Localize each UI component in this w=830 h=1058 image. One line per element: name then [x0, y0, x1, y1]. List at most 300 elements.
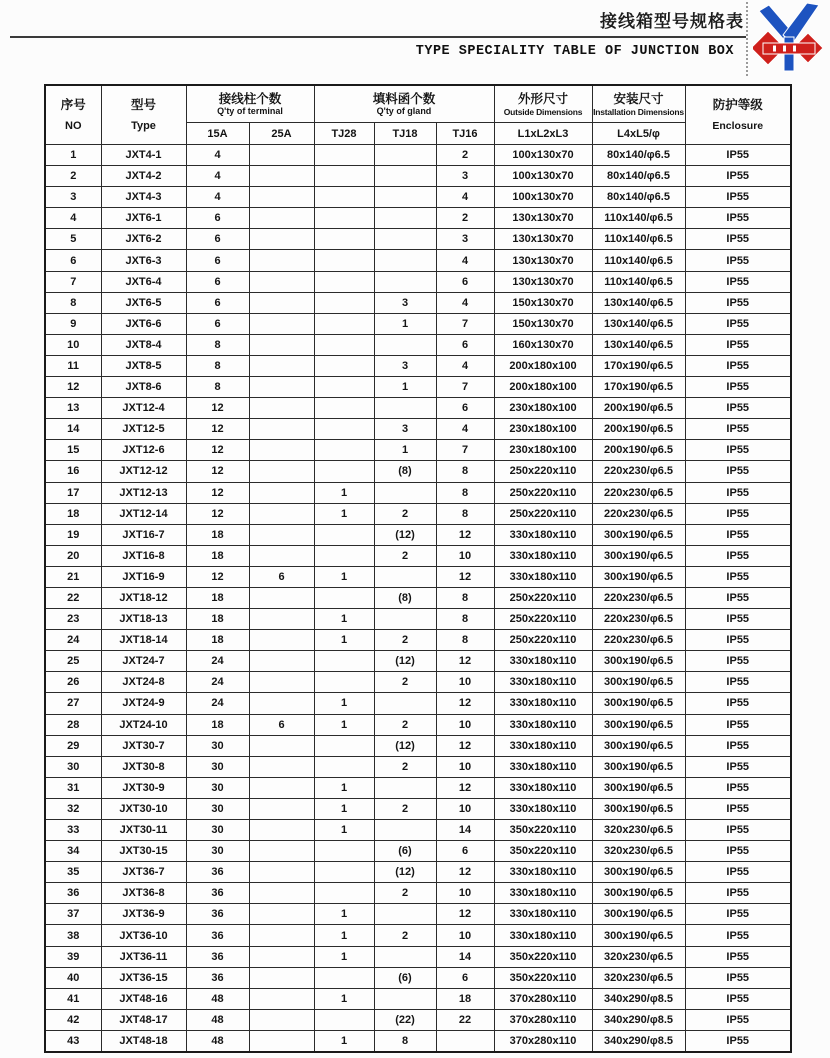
cell-terminal-15a: 8 [186, 355, 249, 376]
cell-no: 23 [45, 609, 101, 630]
cell-gland-tj18: 2 [374, 545, 436, 566]
col-header-enclosure-en: Enclosure [712, 120, 764, 133]
table-row [45, 630, 791, 651]
cell-terminal-25a [249, 988, 314, 1009]
junction-box-spec-table [44, 84, 792, 1053]
cell-gland-tj16: 6 [436, 334, 494, 355]
table-row [45, 925, 791, 946]
cell-outside-dimensions: 330x180x110 [494, 651, 592, 672]
cell-type: JXT30-11 [101, 820, 186, 841]
cell-gland-tj18: (12) [374, 735, 436, 756]
cell-gland-tj16: 10 [436, 672, 494, 693]
cell-gland-tj18 [374, 693, 436, 714]
cell-enclosure: IP55 [685, 503, 791, 524]
cell-gland-tj16: 6 [436, 398, 494, 419]
table-row [45, 693, 791, 714]
cell-gland-tj18 [374, 946, 436, 967]
col-header-l1l2l3: L1xL2xL3 [494, 123, 592, 145]
cell-gland-tj18 [374, 271, 436, 292]
cell-terminal-25a [249, 587, 314, 608]
cell-terminal-15a: 12 [186, 398, 249, 419]
cell-gland-tj28 [314, 545, 374, 566]
cell-enclosure: IP55 [685, 777, 791, 798]
cell-gland-tj28 [314, 187, 374, 208]
cell-type: JXT12-12 [101, 461, 186, 482]
cell-terminal-15a: 30 [186, 841, 249, 862]
cell-gland-tj16: 10 [436, 798, 494, 819]
cell-installation-dimensions: 300x190/φ6.5 [592, 883, 685, 904]
cell-installation-dimensions: 110x140/φ6.5 [592, 229, 685, 250]
table-row [45, 946, 791, 967]
cell-gland-tj16: 2 [436, 208, 494, 229]
cell-type: JXT6-4 [101, 271, 186, 292]
cell-gland-tj18 [374, 988, 436, 1009]
cell-enclosure: IP55 [685, 883, 791, 904]
cell-installation-dimensions: 340x290/φ8.5 [592, 988, 685, 1009]
cell-outside-dimensions: 130x130x70 [494, 208, 592, 229]
table-row [45, 862, 791, 883]
cell-gland-tj28 [314, 166, 374, 187]
cell-no: 17 [45, 482, 101, 503]
cell-installation-dimensions: 170x190/φ6.5 [592, 355, 685, 376]
cell-gland-tj18 [374, 334, 436, 355]
cell-enclosure: IP55 [685, 566, 791, 587]
cell-type: JXT12-4 [101, 398, 186, 419]
cell-gland-tj16: 3 [436, 229, 494, 250]
cell-installation-dimensions: 300x190/φ6.5 [592, 777, 685, 798]
cell-type: JXT18-12 [101, 587, 186, 608]
cell-installation-dimensions: 110x140/φ6.5 [592, 208, 685, 229]
cell-terminal-15a: 18 [186, 587, 249, 608]
cell-gland-tj16: 10 [436, 756, 494, 777]
cell-type: JXT12-13 [101, 482, 186, 503]
cell-installation-dimensions: 320x230/φ6.5 [592, 967, 685, 988]
cell-enclosure: IP55 [685, 735, 791, 756]
cell-enclosure: IP55 [685, 651, 791, 672]
cell-gland-tj28: 1 [314, 904, 374, 925]
cell-terminal-25a [249, 503, 314, 524]
cell-terminal-15a: 48 [186, 1030, 249, 1051]
cell-terminal-15a: 24 [186, 651, 249, 672]
cell-gland-tj18: 2 [374, 714, 436, 735]
cell-no: 36 [45, 883, 101, 904]
cell-installation-dimensions: 220x230/φ6.5 [592, 609, 685, 630]
cell-enclosure: IP55 [685, 693, 791, 714]
cell-outside-dimensions: 250x220x110 [494, 461, 592, 482]
cell-gland-tj16: 4 [436, 419, 494, 440]
col-header-type-cn: 型号 [130, 97, 156, 113]
cell-type: JXT24-10 [101, 714, 186, 735]
cell-gland-tj18 [374, 566, 436, 587]
cell-outside-dimensions: 370x280x110 [494, 1030, 592, 1051]
cell-gland-tj28 [314, 250, 374, 271]
cell-gland-tj18: 1 [374, 377, 436, 398]
cell-enclosure: IP55 [685, 398, 791, 419]
cell-gland-tj28: 1 [314, 820, 374, 841]
cell-type: JXT8-5 [101, 355, 186, 376]
cell-terminal-25a [249, 250, 314, 271]
cell-enclosure: IP55 [685, 166, 791, 187]
cell-terminal-15a: 48 [186, 1009, 249, 1030]
col-header-outside-cn: 外形尺寸 [517, 91, 568, 107]
table-row [45, 292, 791, 313]
col-group-terminal-cn: 接线柱个数 [218, 90, 282, 106]
cell-gland-tj18: 1 [374, 313, 436, 334]
table-row [45, 440, 791, 461]
cell-terminal-15a: 48 [186, 988, 249, 1009]
cell-terminal-15a: 8 [186, 334, 249, 355]
masthead [10, 0, 746, 80]
cell-no: 43 [45, 1030, 101, 1051]
col-group-gland-cn: 填料函个数 [372, 90, 436, 106]
cell-terminal-25a [249, 609, 314, 630]
cell-gland-tj18 [374, 145, 436, 166]
cell-no: 5 [45, 229, 101, 250]
cell-gland-tj16: 10 [436, 883, 494, 904]
cell-type: JXT4-3 [101, 187, 186, 208]
cell-gland-tj16: 8 [436, 503, 494, 524]
cell-terminal-15a: 12 [186, 419, 249, 440]
cell-gland-tj16: 22 [436, 1009, 494, 1030]
cell-terminal-25a [249, 651, 314, 672]
col-header-outside-en: Outside Dimensions [503, 106, 583, 117]
cell-type: JXT16-9 [101, 566, 186, 587]
cell-installation-dimensions: 80x140/φ6.5 [592, 187, 685, 208]
cell-gland-tj28: 1 [314, 566, 374, 587]
cell-installation-dimensions: 340x290/φ8.5 [592, 1009, 685, 1030]
cell-type: JXT30-15 [101, 841, 186, 862]
cell-type: JXT4-2 [101, 166, 186, 187]
cell-no: 12 [45, 377, 101, 398]
logo-divider [746, 2, 748, 76]
cell-outside-dimensions: 230x180x100 [494, 440, 592, 461]
cell-gland-tj28: 1 [314, 946, 374, 967]
table-row [45, 334, 791, 355]
cell-terminal-25a [249, 377, 314, 398]
col-header-tj16: TJ16 [436, 123, 494, 145]
cell-type: JXT18-14 [101, 630, 186, 651]
cell-no: 13 [45, 398, 101, 419]
cell-type: JXT36-7 [101, 862, 186, 883]
table-row [45, 524, 791, 545]
cell-no: 14 [45, 419, 101, 440]
cell-installation-dimensions: 220x230/φ6.5 [592, 630, 685, 651]
cell-installation-dimensions: 130x140/φ6.5 [592, 334, 685, 355]
cell-gland-tj18 [374, 609, 436, 630]
cell-terminal-25a [249, 1009, 314, 1030]
cell-terminal-25a [249, 271, 314, 292]
cell-no: 38 [45, 925, 101, 946]
cell-gland-tj18: (12) [374, 524, 436, 545]
cell-gland-tj16: 12 [436, 651, 494, 672]
table-row [45, 377, 791, 398]
cell-gland-tj16: 7 [436, 377, 494, 398]
cell-gland-tj28 [314, 1009, 374, 1030]
cell-terminal-15a: 30 [186, 798, 249, 819]
cell-type: JXT6-6 [101, 313, 186, 334]
cell-gland-tj18 [374, 250, 436, 271]
cell-gland-tj18 [374, 398, 436, 419]
cell-installation-dimensions: 80x140/φ6.5 [592, 166, 685, 187]
cell-outside-dimensions: 250x220x110 [494, 630, 592, 651]
col-header-l4l5: L4xL5/φ [592, 123, 685, 145]
cell-type: JXT36-10 [101, 925, 186, 946]
cell-gland-tj28: 1 [314, 693, 374, 714]
cell-gland-tj28: 1 [314, 1030, 374, 1051]
cell-terminal-25a [249, 967, 314, 988]
cell-no: 32 [45, 798, 101, 819]
cell-no: 6 [45, 250, 101, 271]
cell-enclosure: IP55 [685, 292, 791, 313]
cell-no: 29 [45, 735, 101, 756]
col-header-type [101, 85, 186, 145]
cell-installation-dimensions: 320x230/φ6.5 [592, 946, 685, 967]
cell-terminal-15a: 12 [186, 440, 249, 461]
table-row [45, 672, 791, 693]
cell-outside-dimensions: 350x220x110 [494, 967, 592, 988]
cell-installation-dimensions: 300x190/φ6.5 [592, 798, 685, 819]
cell-outside-dimensions: 330x180x110 [494, 735, 592, 756]
table-row [45, 651, 791, 672]
cell-terminal-25a [249, 208, 314, 229]
col-header-enclosure [685, 85, 791, 145]
cell-gland-tj28 [314, 271, 374, 292]
cell-gland-tj28 [314, 841, 374, 862]
cell-type: JXT36-15 [101, 967, 186, 988]
cell-no: 2 [45, 166, 101, 187]
cell-gland-tj16: 8 [436, 630, 494, 651]
col-header-install [592, 85, 685, 123]
table-row [45, 777, 791, 798]
cell-no: 37 [45, 904, 101, 925]
table-row [45, 1030, 791, 1051]
cell-terminal-25a: 6 [249, 714, 314, 735]
cell-terminal-15a: 18 [186, 545, 249, 566]
cell-no: 20 [45, 545, 101, 566]
table-row [45, 461, 791, 482]
cell-installation-dimensions: 220x230/φ6.5 [592, 482, 685, 503]
cell-enclosure: IP55 [685, 672, 791, 693]
cell-terminal-25a [249, 904, 314, 925]
cell-enclosure: IP55 [685, 946, 791, 967]
cell-gland-tj28: 1 [314, 630, 374, 651]
cell-no: 19 [45, 524, 101, 545]
cell-installation-dimensions: 130x140/φ6.5 [592, 292, 685, 313]
cell-type: JXT30-8 [101, 756, 186, 777]
cell-enclosure: IP55 [685, 967, 791, 988]
cell-outside-dimensions: 370x280x110 [494, 1009, 592, 1030]
cell-gland-tj18: (6) [374, 967, 436, 988]
cell-outside-dimensions: 100x130x70 [494, 166, 592, 187]
cell-gland-tj28: 1 [314, 714, 374, 735]
cell-terminal-15a: 4 [186, 187, 249, 208]
cell-installation-dimensions: 110x140/φ6.5 [592, 271, 685, 292]
cell-enclosure: IP55 [685, 419, 791, 440]
cell-terminal-15a: 12 [186, 503, 249, 524]
cell-gland-tj28 [314, 524, 374, 545]
cell-type: JXT6-1 [101, 208, 186, 229]
cell-gland-tj18 [374, 187, 436, 208]
cell-gland-tj16: 10 [436, 714, 494, 735]
cell-outside-dimensions: 350x220x110 [494, 946, 592, 967]
cell-no: 10 [45, 334, 101, 355]
cell-no: 27 [45, 693, 101, 714]
cell-no: 24 [45, 630, 101, 651]
cell-outside-dimensions: 150x130x70 [494, 292, 592, 313]
cell-gland-tj18 [374, 208, 436, 229]
cell-terminal-25a [249, 862, 314, 883]
cell-installation-dimensions: 220x230/φ6.5 [592, 461, 685, 482]
cell-gland-tj28: 1 [314, 482, 374, 503]
cell-no: 3 [45, 187, 101, 208]
cell-gland-tj16 [436, 1030, 494, 1051]
cell-terminal-15a: 6 [186, 313, 249, 334]
cell-type: JXT12-6 [101, 440, 186, 461]
cell-gland-tj16: 12 [436, 777, 494, 798]
col-header-15a: 15A [186, 123, 249, 145]
cell-gland-tj28: 1 [314, 988, 374, 1009]
table-row [45, 1009, 791, 1030]
cell-gland-tj18 [374, 820, 436, 841]
cell-gland-tj28 [314, 883, 374, 904]
cell-type: JXT36-11 [101, 946, 186, 967]
cell-outside-dimensions: 100x130x70 [494, 187, 592, 208]
cell-gland-tj18: 2 [374, 756, 436, 777]
cell-gland-tj28 [314, 419, 374, 440]
cell-gland-tj16: 10 [436, 925, 494, 946]
cell-installation-dimensions: 300x190/φ6.5 [592, 756, 685, 777]
cell-no: 33 [45, 820, 101, 841]
cell-terminal-25a [249, 1030, 314, 1051]
page-title-english: TYPE SPECIALITY TABLE OF JUNCTION BOX [415, 44, 734, 59]
cell-outside-dimensions: 250x220x110 [494, 482, 592, 503]
cell-installation-dimensions: 320x230/φ6.5 [592, 820, 685, 841]
cell-terminal-15a: 18 [186, 630, 249, 651]
cell-terminal-25a [249, 925, 314, 946]
cell-terminal-25a [249, 334, 314, 355]
cell-terminal-15a: 30 [186, 820, 249, 841]
cell-terminal-25a [249, 545, 314, 566]
col-header-type-en: Type [131, 119, 156, 132]
cell-gland-tj16: 18 [436, 988, 494, 1009]
cell-gland-tj16: 4 [436, 187, 494, 208]
table-row [45, 166, 791, 187]
table-header [45, 85, 791, 145]
cell-gland-tj16: 12 [436, 904, 494, 925]
cell-gland-tj16: 14 [436, 820, 494, 841]
cell-terminal-15a: 36 [186, 904, 249, 925]
cell-installation-dimensions: 320x230/φ6.5 [592, 841, 685, 862]
cell-enclosure: IP55 [685, 250, 791, 271]
table-row [45, 398, 791, 419]
table-row [45, 756, 791, 777]
cell-outside-dimensions: 230x180x100 [494, 398, 592, 419]
table-row [45, 841, 791, 862]
cell-gland-tj16: 12 [436, 566, 494, 587]
cell-no: 41 [45, 988, 101, 1009]
cell-gland-tj28 [314, 208, 374, 229]
cell-enclosure: IP55 [685, 440, 791, 461]
cell-enclosure: IP55 [685, 313, 791, 334]
cell-outside-dimensions: 330x180x110 [494, 524, 592, 545]
cell-no: 1 [45, 145, 101, 166]
cell-terminal-25a [249, 313, 314, 334]
cell-outside-dimensions: 130x130x70 [494, 250, 592, 271]
cell-terminal-15a: 18 [186, 714, 249, 735]
col-header-no [45, 85, 101, 145]
cell-no: 7 [45, 271, 101, 292]
cell-enclosure: IP55 [685, 630, 791, 651]
cell-no: 31 [45, 777, 101, 798]
cell-outside-dimensions: 250x220x110 [494, 609, 592, 630]
cell-type: JXT24-8 [101, 672, 186, 693]
table-row [45, 988, 791, 1009]
col-group-terminal [186, 85, 314, 123]
table-row [45, 503, 791, 524]
cell-terminal-25a [249, 398, 314, 419]
cell-gland-tj18: 2 [374, 798, 436, 819]
cell-outside-dimensions: 330x180x110 [494, 714, 592, 735]
cell-no: 39 [45, 946, 101, 967]
col-group-terminal-en: Q'ty of terminal [217, 106, 283, 117]
cell-terminal-15a: 24 [186, 672, 249, 693]
cell-installation-dimensions: 80x140/φ6.5 [592, 145, 685, 166]
cell-type: JXT36-9 [101, 904, 186, 925]
cell-gland-tj28 [314, 313, 374, 334]
table-row [45, 313, 791, 334]
page-title-chinese: 接线箱型号规格表 [600, 12, 744, 32]
cell-enclosure: IP55 [685, 229, 791, 250]
col-group-gland-en: Q'ty of gland [376, 106, 432, 117]
cell-installation-dimensions: 300x190/φ6.5 [592, 735, 685, 756]
cell-gland-tj16: 6 [436, 271, 494, 292]
cell-type: JXT6-5 [101, 292, 186, 313]
cell-outside-dimensions: 130x130x70 [494, 271, 592, 292]
cell-outside-dimensions: 200x180x100 [494, 377, 592, 398]
cell-enclosure: IP55 [685, 862, 791, 883]
table-row [45, 609, 791, 630]
cell-terminal-25a [249, 440, 314, 461]
cell-enclosure: IP55 [685, 545, 791, 566]
cell-type: JXT48-16 [101, 988, 186, 1009]
cell-gland-tj28 [314, 461, 374, 482]
cell-terminal-25a [249, 187, 314, 208]
cell-enclosure: IP55 [685, 145, 791, 166]
cell-gland-tj28 [314, 229, 374, 250]
cell-enclosure: IP55 [685, 271, 791, 292]
cell-terminal-15a: 4 [186, 166, 249, 187]
cell-no: 28 [45, 714, 101, 735]
cell-gland-tj28: 1 [314, 503, 374, 524]
cell-terminal-25a [249, 946, 314, 967]
cell-outside-dimensions: 350x220x110 [494, 841, 592, 862]
cell-terminal-25a [249, 461, 314, 482]
cell-gland-tj18: 3 [374, 292, 436, 313]
table-row [45, 145, 791, 166]
cell-terminal-25a [249, 524, 314, 545]
cell-no: 30 [45, 756, 101, 777]
cell-terminal-15a: 30 [186, 777, 249, 798]
cell-gland-tj18: 3 [374, 355, 436, 376]
cell-terminal-15a: 12 [186, 566, 249, 587]
cell-gland-tj18: 2 [374, 672, 436, 693]
col-header-outside [494, 85, 592, 123]
cell-terminal-25a [249, 482, 314, 503]
cell-outside-dimensions: 330x180x110 [494, 756, 592, 777]
cell-enclosure: IP55 [685, 988, 791, 1009]
cell-no: 9 [45, 313, 101, 334]
cell-terminal-15a: 6 [186, 292, 249, 313]
